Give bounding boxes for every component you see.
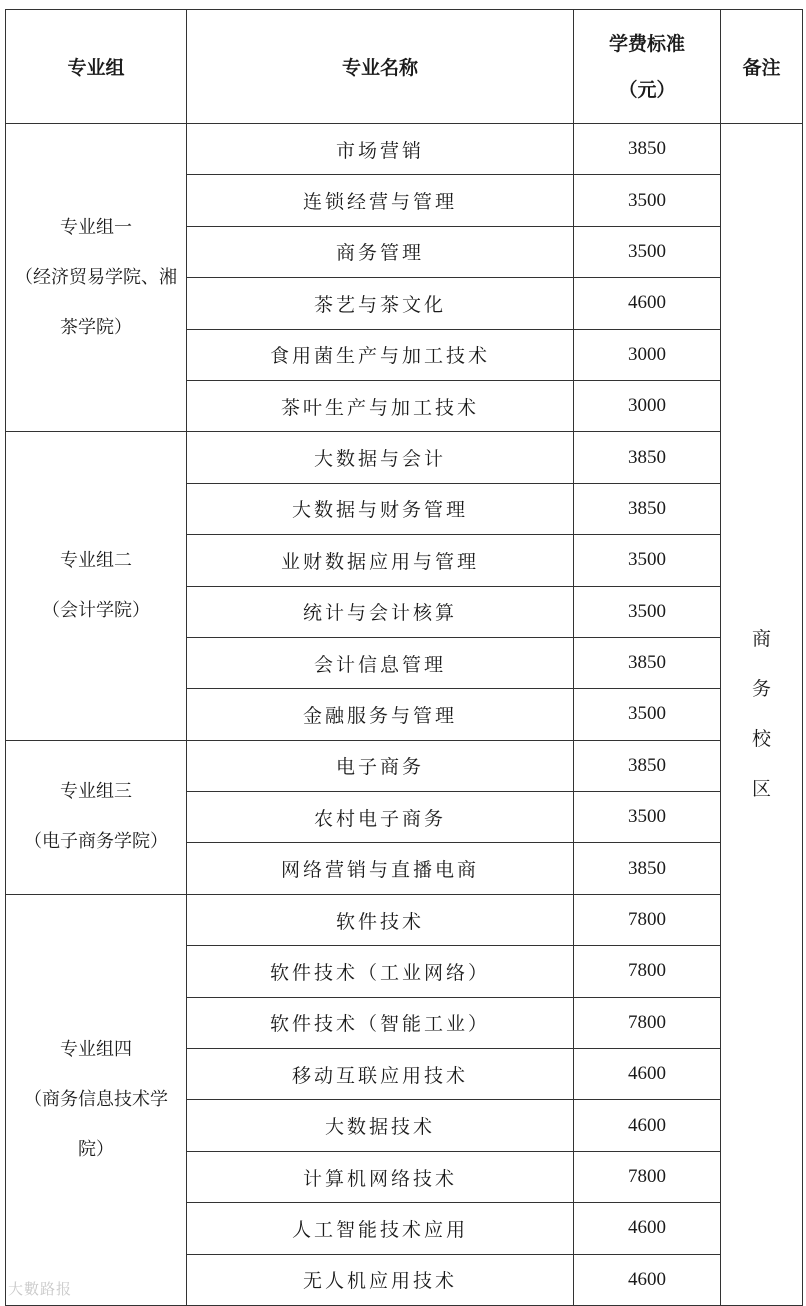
header-fee-line1: 学费标准 — [608, 32, 685, 55]
tuition-fee: 3500 — [574, 226, 721, 277]
tuition-fee: 3850 — [574, 483, 721, 534]
group-title: 专业组一 — [60, 216, 132, 238]
major-name: 市场营销 — [187, 124, 574, 175]
group-cell — [6, 894, 187, 1305]
major-name: 无人机应用技术 — [187, 1254, 574, 1305]
tuition-fee: 4600 — [574, 1100, 721, 1151]
header-major: 专业名称 — [187, 10, 574, 124]
note-cell — [721, 124, 803, 1306]
table-row — [6, 432, 803, 483]
major-name: 大数据与会计 — [187, 432, 574, 483]
major-name: 金融服务与管理 — [187, 689, 574, 740]
header-fee — [574, 10, 721, 124]
tuition-fee: 4600 — [574, 1254, 721, 1305]
tuition-fee: 3850 — [574, 843, 721, 894]
table-row — [6, 894, 803, 945]
tuition-fee: 3850 — [574, 637, 721, 688]
major-name: 茶叶生产与加工技术 — [187, 380, 574, 431]
major-name: 连锁经营与管理 — [187, 175, 574, 226]
tuition-fee: 3500 — [574, 792, 721, 843]
major-name: 计算机网络技术 — [187, 1151, 574, 1202]
tuition-fee: 3000 — [574, 329, 721, 380]
major-name: 电子商务 — [187, 740, 574, 791]
major-name: 软件技术 — [187, 894, 574, 945]
major-name: 软件技术（智能工业） — [187, 997, 574, 1048]
table-row — [6, 740, 803, 791]
major-name: 人工智能技术应用 — [187, 1203, 574, 1254]
tuition-fee: 7800 — [574, 997, 721, 1048]
group-college: 院） — [78, 1138, 114, 1160]
note-char: 校 — [751, 728, 771, 751]
major-name: 农村电子商务 — [187, 792, 574, 843]
tuition-fee: 3500 — [574, 689, 721, 740]
table-body — [6, 124, 803, 1306]
tuition-fee: 3500 — [574, 535, 721, 586]
group-title: 专业组四 — [60, 1038, 132, 1060]
tuition-fee: 3850 — [574, 124, 721, 175]
group-college: （商务信息技术学 — [24, 1088, 168, 1110]
major-name: 业财数据应用与管理 — [187, 535, 574, 586]
group-title: 专业组三 — [60, 781, 132, 803]
major-name: 会计信息管理 — [187, 637, 574, 688]
major-name: 大数据与财务管理 — [187, 483, 574, 534]
major-name: 网络营销与直播电商 — [187, 843, 574, 894]
tuition-fee: 3850 — [574, 740, 721, 791]
group-title: 专业组二 — [60, 550, 132, 572]
header-note: 备注 — [721, 10, 803, 124]
major-name: 统计与会计核算 — [187, 586, 574, 637]
tuition-fee: 7800 — [574, 946, 721, 997]
header-fee-line2: （元） — [618, 78, 676, 101]
header-group: 专业组 — [6, 10, 187, 124]
tuition-fee: 7800 — [574, 1151, 721, 1202]
note-char: 区 — [751, 778, 771, 801]
major-name: 食用菌生产与加工技术 — [187, 329, 574, 380]
major-name: 移动互联应用技术 — [187, 1049, 574, 1100]
major-name: 商务管理 — [187, 226, 574, 277]
tuition-fee: 4600 — [574, 278, 721, 329]
watermark-logo: 大數路报 — [8, 1280, 73, 1298]
tuition-fee: 3500 — [574, 175, 721, 226]
major-name: 大数据技术 — [187, 1100, 574, 1151]
major-name: 茶艺与茶文化 — [187, 278, 574, 329]
tuition-fee: 7800 — [574, 894, 721, 945]
group-college: （电子商务学院） — [24, 831, 168, 853]
group-cell — [6, 432, 187, 740]
note-char: 商 — [751, 628, 771, 651]
major-name: 软件技术（工业网络） — [187, 946, 574, 997]
tuition-fee: 3500 — [574, 586, 721, 637]
group-cell — [6, 124, 187, 432]
tuition-fee: 3850 — [574, 432, 721, 483]
group-college: （会计学院） — [42, 600, 150, 622]
group-college: 茶学院） — [60, 316, 132, 338]
header-row — [6, 10, 803, 124]
tuition-fee: 4600 — [574, 1049, 721, 1100]
note-char: 务 — [751, 678, 771, 701]
tuition-fee: 3000 — [574, 380, 721, 431]
tuition-fee: 4600 — [574, 1203, 721, 1254]
group-cell — [6, 740, 187, 894]
group-college: （经济贸易学院、湘 — [15, 266, 177, 288]
table-row — [6, 124, 803, 175]
tuition-table — [5, 9, 803, 1306]
